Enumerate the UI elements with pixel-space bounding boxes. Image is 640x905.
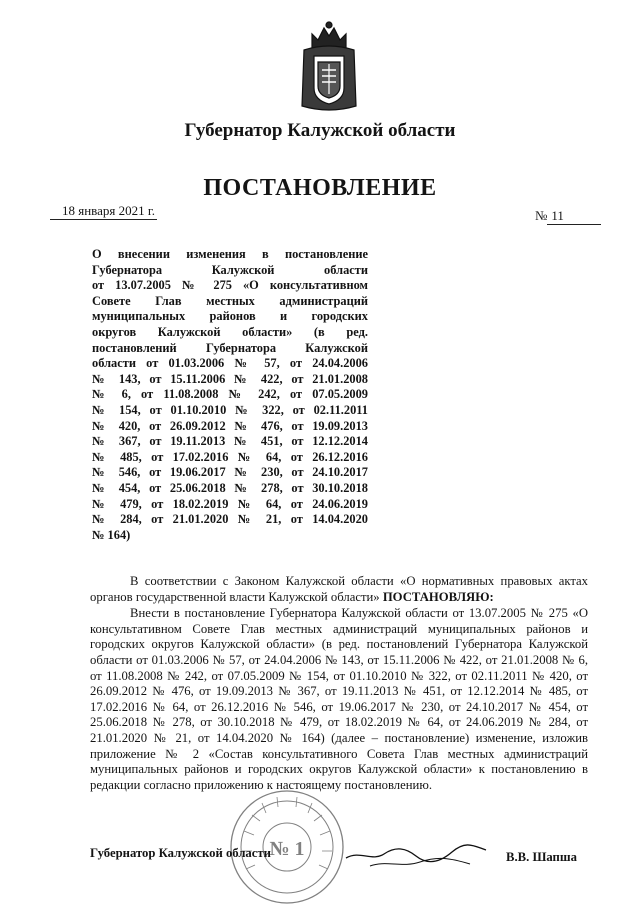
handwritten-signature [340, 828, 490, 878]
subject-line: муниципальных районов и городских [92, 309, 368, 324]
subject-line: № 367, от 19.11.2013 № 451, от 12.12.2014 [92, 434, 368, 449]
document-subject [92, 247, 368, 543]
subject-line: № 546, от 19.06.2017 № 230, от 24.10.2017 [92, 465, 368, 480]
subject-line: Губернатора Калужской области [92, 262, 368, 277]
subject-line: № 284, от 21.01.2020 № 21, от 14.04.2020 [92, 512, 368, 527]
signatory-position: Губернатор Калужской области [90, 846, 271, 860]
number-value: 11 [547, 208, 601, 225]
subject-line: О внесении изменения в постановление [92, 247, 368, 261]
official-seal-stamp [222, 785, 352, 905]
document-body [90, 574, 588, 793]
coat-of-arms-emblem [298, 18, 360, 116]
subject-line: области от 01.03.2006 № 57, от 24.04.2006 [92, 356, 368, 371]
subject-line: № 454, от 25.06.2018 № 278, от 30.10.2018 [92, 480, 368, 495]
subject-line: постановлений Губернатора Калужской [92, 340, 368, 355]
subject-line: № 485, от 17.02.2016 № 64, от 26.12.2016 [92, 449, 368, 464]
subject-line: № 143, от 15.11.2006 № 422, от 21.01.2008 [92, 371, 368, 386]
document-number [535, 208, 601, 225]
number-label: № [535, 208, 548, 223]
subject-line: № 479, от 18.02.2019 № 64, от 24.06.2019 [92, 496, 368, 511]
main-paragraph: Внести в постановление Губернатора Калужской области от 13.07.2005 № 275 «О консультативном Совете Глав местных администраций муниципальных районов и городских округов Калужской области» (в ред. постановлений Губернатора Калужской области от 01.03.2006 № 57, от 24.04.2006 № 143, от 15.11.2006 № 422, от 21.01.2008 № 6, от 11.08.2008 № 242, от 07.05.2009 № 154, от 01.10.2010 № 322, от 02.11.2011 № 420, от 26.09.2012 № 476, от 19.09.2013 № 367, от 19.11.2013 № 451, от 12.12.2014 № 485, от 17.02.2016 № 64, от 26.12.2016 № 546, от 19.06.2017 № 230, от 24.10.2017 № 454, от 25.06.2018 № 278, от 30.10.2018 № 479, от 18.02.2019 № 64, от 24.06.2019 № 284, от 21.01.2020 № 21, от 14.04.2020 № 164) (далее – постановление) изменение, изложив приложение № 2 «Состав консультативного Совета Глав местных администраций муниципальных районов и городских округов Калужской области» к постановлению в редакции согласно приложению к настоящему постановлению. [90, 606, 588, 792]
subject-line: № 154, от 01.10.2010 № 322, от 02.11.2011 [92, 402, 368, 417]
decree-word: ПОСТАНОВЛЯЮ: [382, 589, 494, 604]
seal-number: № 1 [269, 838, 305, 860]
issuing-authority-heading: Губернатор Калужской области [184, 120, 456, 141]
signatory-name: В.В. Шапша [506, 850, 577, 864]
subject-line: № 6, от 11.08.2008 № 242, от 07.05.2009 [92, 387, 368, 402]
subject-line: округов Калужской области» (в ред. [92, 324, 368, 339]
subject-line: от 13.07.2005 № 275 «О консультативном [92, 278, 368, 293]
document-date: 18 января 2021 г. [50, 203, 157, 220]
preamble-paragraph [90, 574, 588, 605]
subject-line: Совете Глав местных администраций [92, 293, 368, 308]
subject-line: № 420, от 26.09.2012 № 476, от 19.09.2013 [92, 418, 368, 433]
preamble-text: В соответствии с Законом Калужской области «О нормативных правовых актах органов государственной власти Калужской области» [90, 574, 588, 604]
subject-line: № 164) [92, 527, 131, 542]
document-type-title: ПОСТАНОВЛЕНИЕ [203, 175, 437, 201]
